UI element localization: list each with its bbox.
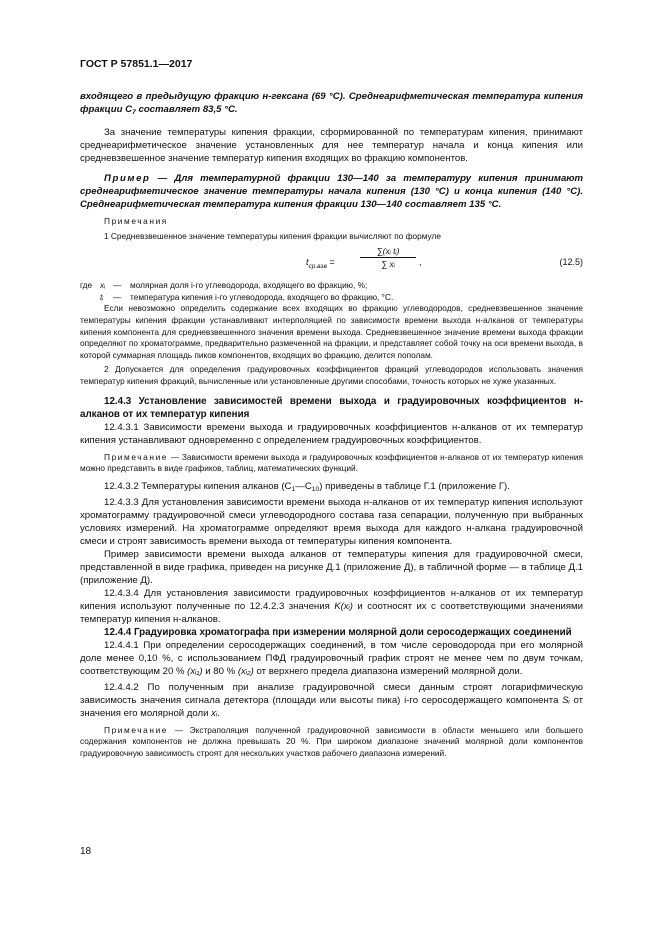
notes-heading: Примечания (104, 216, 168, 226)
paragraph-boiling-value: За значение температуры кипения фракции, сформированной по температурам кипения, принимают среднеарифметическое значение установленных для нее температур начала и конца кипения или средневзвешенное значение температур кипения входящих во фракцию компонентов. (80, 127, 583, 164)
where-row-t: tᵢ — температура кипения i-го углеводорода, входящего во фракцию, °С. (100, 291, 394, 302)
para-12-4-3-4: 12.4.3.4 Для установления зависимости градуировочных коэффициентов н-алканов от их температур кипения используют полученные по 12.4.2.3 значения K(xᵢ) и соотносят их с соответствующими значениями температур кипения н-алканов. (80, 587, 583, 625)
note-1-continued: Если невозможно определить содержание всех входящих во фракцию углеводородов, средневзвешенное значение температуры кипения фракции устанавливают интерполяцией по зависимости времени выхода н-алканов от температуры кипения компонента для средневзвешенного значения времени выхода. Средневзвешенное значение времени выхода фракции определяют по хроматограмме, предварительно размеченной на фракции, и представляет собой точку на оси времени выхода, в которой суммарная площадь пиков компонентов, входящих во фракцию, делится пополам. (80, 303, 583, 360)
para-12-4-3-2: 12.4.3.2 Температуры кипения алканов $(С_1—С_{10})$ приведены в таблице Г.1 (приложение Г). (104, 480, 510, 493)
para-12-4-4-1: 12.4.4.1 При определении серосодержащих соединений, в том числе сероводорода при его молярной доле менее 0,10 %, с использованием ПФД градуировочный график строят не менее чем по двум точкам, соответствующим 20 % (xᵢ₁) и 80 % (xᵢ₂) от верхнего предела диапазона измерений молярной доли. (80, 639, 583, 677)
section-12-4-4-heading: 12.4.4 Градуировка хроматографа при измерении молярной доли серосодержащих соединений (104, 626, 572, 638)
para-12-4-4-2: 12.4.4.2 По полученным при анализе градуировочной смеси данным строят логарифмическую зависимость значения сигнала детектора (площади или высоты пика) i-го серосодержащего компонента Sᵢ от значения его молярной доли xᵢ. (80, 681, 583, 719)
para-12-4-3-3: 12.4.3.3 Для установления зависимости времени выхода н-алканов от их температур кипения используют хроматограмму градуировочной смеси углеводородного состава газа сепарации, полученную при выбранных условиях измерений. На хроматограмме определяют время выхода для каждого н-алкана градуировочной смеси и строят зависимость времени выхода от температуры кипения компонента. (80, 496, 583, 547)
page-number: 18 (80, 846, 92, 857)
note-1: 1 Средневзвешенное значение температуры кипения фракции вычисляют по формуле (104, 230, 441, 241)
formula-numerator: ∑(xᵢ tᵢ) (360, 246, 416, 258)
note-12-4-4-2: Примечание — Экстраполяция полученной градуировочной зависимости в области меньшего или большего содержания компонентов не должна превышать 20 %. При широком диапазоне значений молярной доли компонентов градуировочную зависимость строят для нескольких участков рабочего диапазона измерений. (80, 724, 583, 758)
page-body (80, 90, 583, 760)
formula-where-block (80, 280, 583, 303)
example-label: Пример (104, 173, 151, 184)
document-header: ГОСТ Р 57851.1—2017 (80, 58, 193, 70)
formula-number: (12.5) (559, 257, 583, 268)
para-12-4-3-1: 12.4.3.1 Зависимости времени выхода и градуировочных коэффициентов н-алканов от их температур кипения устанавливают одновременно с определением градуировочных коэффициентов. (80, 421, 583, 446)
note-12-4-3-1: Примечание — Зависимости времени выхода и градуировочных коэффициентов н-алканов от их температур кипения можно представить в виде графиков, таблиц, математических функций. (80, 451, 583, 474)
continued-paragraph: входящего в предыдущую фракцию н-гексана (69 °С). Среднеарифметическая температура кипения фракции $С_7$ составляет 83,5 °С. (80, 91, 583, 116)
example-paragraph: Пример — Для температурной фракции 130—140 за температуру кипения принимают среднеарифметическое значение температуры начала кипения (130 °С) и конца кипения (140 °С). Среднеарифметическая температура кипения фракции 130—140 составляет 135 °С. (80, 173, 583, 210)
para-12-4-3-3-example: Пример зависимости времени выхода алканов от температуры кипения для градуировочной смеси, представленной в виде графика, приведен на рисунке Д.1 (приложение Д), в табличной форме — в таблице Д.1 (приложение Д). (80, 548, 583, 586)
formula-denominator: ∑ xᵢ (381, 259, 395, 270)
formula-fraction (360, 246, 416, 269)
formula-12-5: $t_{ср.взв}$ = $\frac{\text{∑(xᵢ tᵢ)}}{\text{∑ xᵢ}}$ , (12.5) (306, 246, 583, 270)
section-12-4-3-heading: 12.4.3 Установление зависимостей времени выхода и градуировочных коэффициентов н-алканов от их температур кипения (80, 395, 583, 420)
where-row-x: где xᵢ — молярная доля i-го углеводорода, входящего во фракцию, %; (80, 280, 368, 291)
note-2: 2 Допускается для определения градуировочных коэффициентов фракций углеводородов использовать значения температур кипения фракций, вычисленные или установленные другими способами, точность которых не хуже указанных. (80, 364, 583, 386)
formula-lhs: $t_{ср.взв}$ = (306, 257, 335, 270)
